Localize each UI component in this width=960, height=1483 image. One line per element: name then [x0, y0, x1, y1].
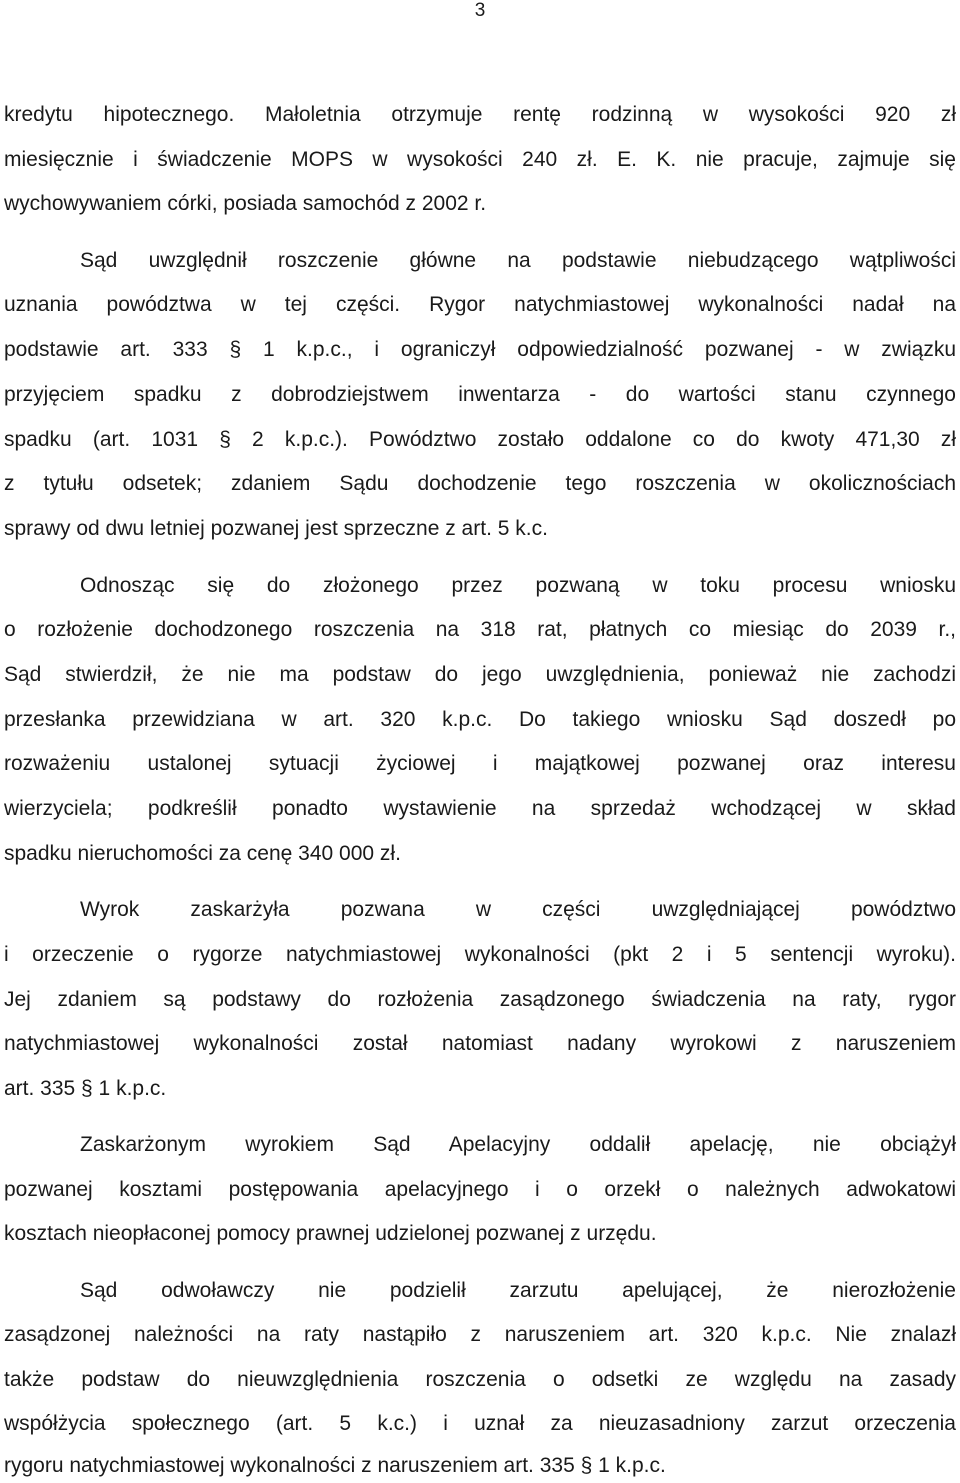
- text-line: Jej zdaniem są podstawy do rozłożenia zasądzonego świadczenia na raty, rygor: [4, 988, 956, 1011]
- text-line: Sąd stwierdził, że nie ma podstaw do jego uwzględnienia, ponieważ nie zachodzi: [4, 663, 956, 686]
- text-line: wierzyciela; podkreślił ponadto wystawienie na sprzedaż wchodzącej w skład: [4, 797, 956, 820]
- page-number: 3: [474, 0, 486, 21]
- text-line: Sąd uwzględnił roszczenie główne na podstawie niebudzącego wątpliwości: [80, 249, 956, 272]
- text-line: przyjęciem spadku z dobrodziejstwem inwentarza - do wartości stanu czynnego: [4, 383, 956, 406]
- text-line: rygoru natychmiastowej wykonalności z naruszeniem art. 335 § 1 k.p.c.: [4, 1454, 666, 1477]
- text-line: przesłanka przewidziana w art. 320 k.p.c. Do takiego wniosku Sąd doszedł po: [4, 708, 956, 731]
- text-line: o rozłożenie dochodzonego roszczenia na 318 rat, płatnych co miesiąc do 2039 r.,: [4, 618, 956, 641]
- text-line: Sąd odwoławczy nie podzielił zarzutu apelującej, że nierozłożenie: [80, 1279, 956, 1302]
- text-line: Zaskarżonym wyrokiem Sąd Apelacyjny oddalił apelację, nie obciążył: [80, 1133, 956, 1156]
- text-line: Odnosząc się do złożonego przez pozwaną w toku procesu wniosku: [80, 574, 956, 597]
- text-line: zasądzonej należności na raty nastąpiło z naruszeniem art. 320 k.p.c. Nie znalazł: [4, 1323, 956, 1346]
- text-line: spadku (art. 1031 § 2 k.p.c.). Powództwo zostało oddalone co do kwoty 471,30 zł: [4, 428, 956, 451]
- text-line: natychmiastowej wykonalności został natomiast nadany wyrokowi z naruszeniem: [4, 1032, 956, 1055]
- text-line: pozwanej kosztami postępowania apelacyjnego i o orzekł o należnych adwokatowi: [4, 1178, 956, 1201]
- text-line: art. 335 § 1 k.p.c.: [4, 1077, 167, 1100]
- text-line: kosztach nieopłaconej pomocy prawnej udzielonej pozwanej z urzędu.: [4, 1222, 657, 1245]
- text-line: także podstaw do nieuwzględnienia roszczenia o odsetki ze względu na zasady: [4, 1368, 956, 1391]
- text-line: miesięcznie i świadczenie MOPS w wysokości 240 zł. E. K. nie pracuje, zajmuje się: [4, 148, 956, 171]
- text-line: sprawy od dwu letniej pozwanej jest sprzeczne z art. 5 k.c.: [4, 517, 548, 540]
- text-line: Wyrok zaskarżyła pozwana w części uwzględniającej powództwo: [80, 898, 956, 921]
- text-line: z tytułu odsetek; zdaniem Sądu dochodzenie tego roszczenia w okolicznościach: [4, 472, 956, 495]
- text-line: podstawie art. 333 § 1 k.p.c., i ograniczył odpowiedzialność pozwanej - w związku: [4, 338, 956, 361]
- text-line: współżycia społecznego (art. 5 k.c.) i uznał za nieuzasadniony zarzut orzeczenia: [4, 1412, 956, 1435]
- text-line: rozważeniu ustalonej sytuacji życiowej i majątkowej pozwanej oraz interesu: [4, 752, 956, 775]
- text-line: kredytu hipotecznego. Małoletnia otrzymuje rentę rodzinną w wysokości 920 zł: [4, 103, 956, 126]
- text-line: spadku nieruchomości za cenę 340 000 zł.: [4, 842, 401, 865]
- text-line: uznania powództwa w tej części. Rygor natychmiastowej wykonalności nadał na: [4, 293, 956, 316]
- text-line: wychowywaniem córki, posiada samochód z 2002 r.: [4, 192, 487, 215]
- text-line: i orzeczenie o rygorze natychmiastowej wykonalności (pkt 2 i 5 sentencji wyroku).: [4, 943, 956, 966]
